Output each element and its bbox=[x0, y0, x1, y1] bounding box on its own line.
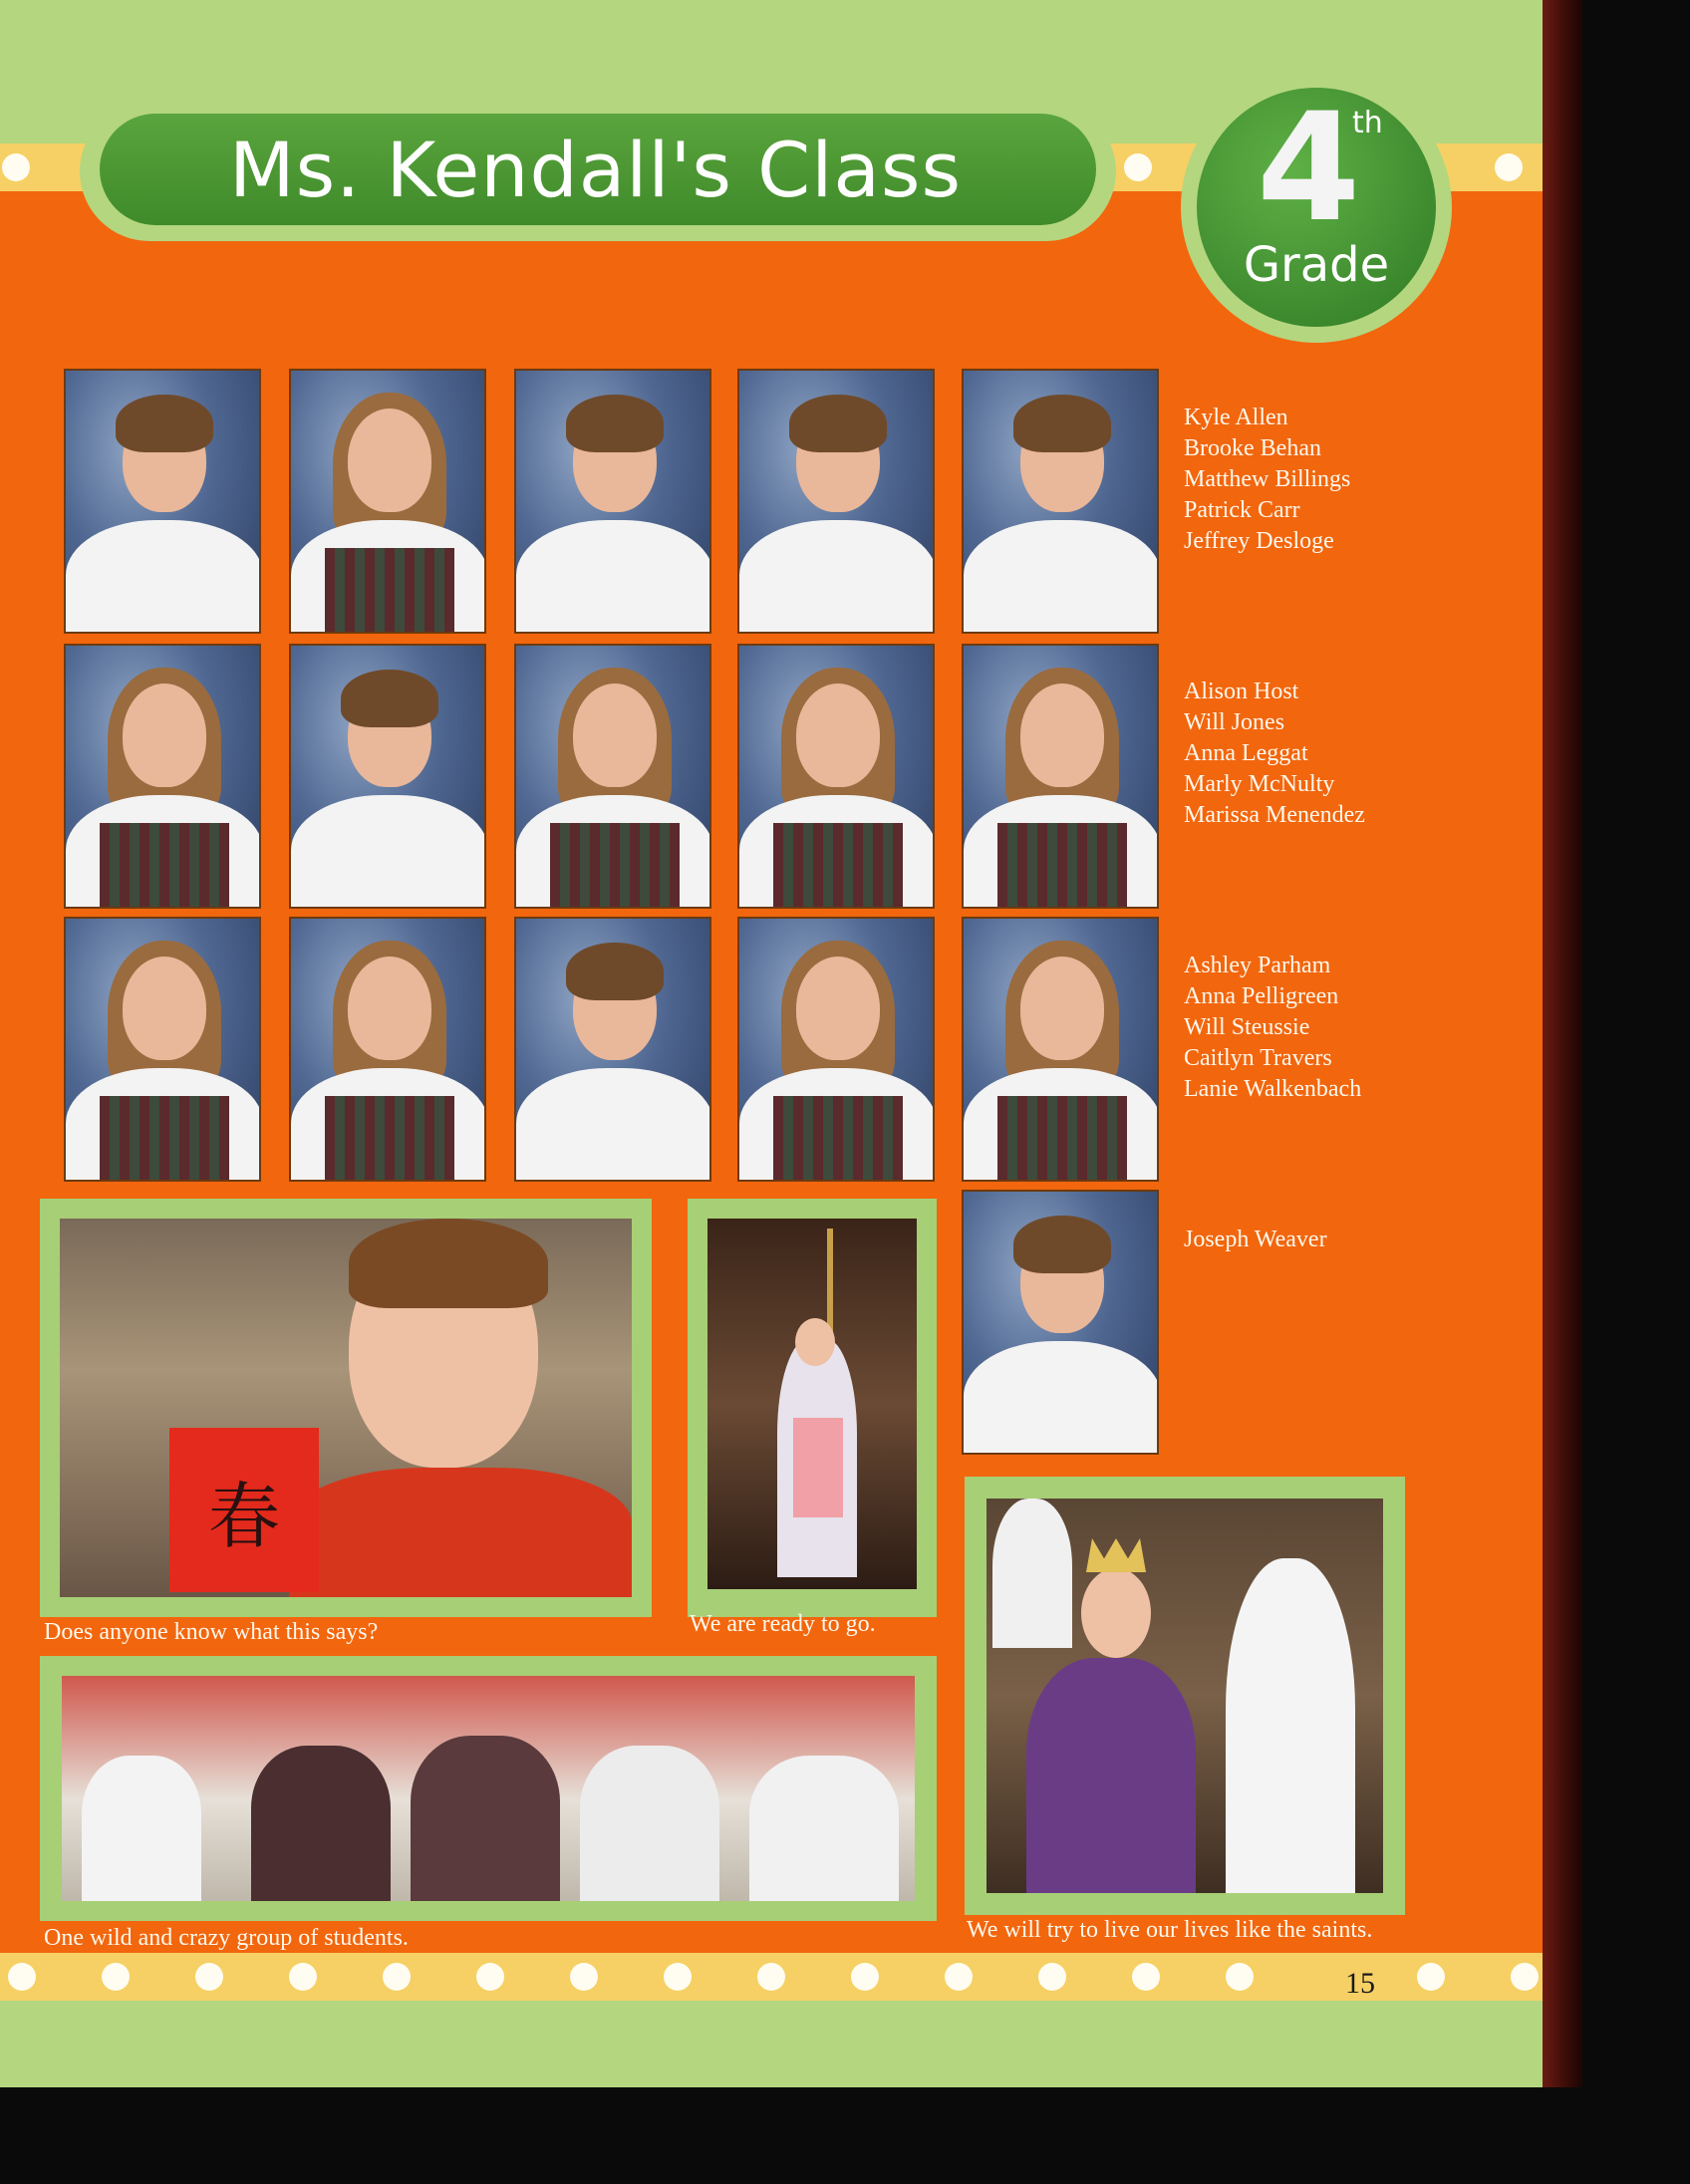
stripe-dot bbox=[664, 1963, 692, 1991]
student-name: Alison Host bbox=[1184, 679, 1299, 704]
portrait-photo bbox=[64, 369, 261, 634]
portrait-photo bbox=[514, 917, 711, 1182]
portrait-photo bbox=[962, 917, 1159, 1182]
portrait-photo bbox=[737, 369, 935, 634]
name-list bbox=[1184, 403, 1350, 557]
student-name: Kyle Allen bbox=[1184, 405, 1288, 430]
stripe-dot bbox=[945, 1963, 973, 1991]
student-name: Brooke Behan bbox=[1184, 435, 1321, 461]
stripe-dot bbox=[476, 1963, 504, 1991]
portrait-photo bbox=[962, 644, 1159, 909]
sign-character: 春 bbox=[207, 1474, 280, 1558]
portrait-photo bbox=[514, 369, 711, 634]
stripe-dot bbox=[1511, 1963, 1539, 1991]
candid-photo-saints bbox=[986, 1499, 1383, 1893]
photo-caption: We will try to live our lives like the saints. bbox=[967, 1917, 1373, 1943]
portrait-photo bbox=[289, 917, 486, 1182]
student-name: Caitlyn Travers bbox=[1184, 1045, 1332, 1071]
photo-caption: Does anyone know what this says? bbox=[44, 1619, 379, 1645]
portrait-photo bbox=[737, 644, 935, 909]
stripe-dot bbox=[1495, 153, 1523, 181]
title-banner bbox=[100, 114, 1096, 225]
grade-superscript: th bbox=[1352, 106, 1383, 140]
name-list bbox=[1184, 951, 1361, 1105]
portrait-photo bbox=[64, 644, 261, 909]
portrait-photo bbox=[514, 644, 711, 909]
student-name: Anna Pelligreen bbox=[1184, 983, 1339, 1009]
portrait-photo bbox=[289, 644, 486, 909]
page-number: 15 bbox=[1345, 1967, 1375, 2000]
student-name: Marissa Menendez bbox=[1184, 802, 1365, 828]
photo-caption: One wild and crazy group of students. bbox=[44, 1925, 409, 1951]
stripe-dot bbox=[195, 1963, 223, 1991]
student-name: Lanie Walkenbach bbox=[1184, 1076, 1362, 1102]
portrait-photo bbox=[289, 369, 486, 634]
candid-photo-chinese-character bbox=[60, 1219, 632, 1597]
portrait-photo bbox=[962, 1190, 1159, 1455]
book-spine bbox=[1543, 0, 1582, 2087]
student-name: Will Steussie bbox=[1184, 1014, 1310, 1040]
candid-photo-procession bbox=[707, 1219, 917, 1589]
grade-label: Grade bbox=[1243, 237, 1390, 293]
stripe-dot bbox=[289, 1963, 317, 1991]
stripe-dot bbox=[1038, 1963, 1066, 1991]
name-list bbox=[1184, 1225, 1327, 1255]
stripe-dot bbox=[1132, 1963, 1160, 1991]
grade-badge bbox=[1197, 82, 1436, 327]
candid-photo-group bbox=[62, 1676, 915, 1901]
stripe-dot bbox=[570, 1963, 598, 1991]
stripe-dot bbox=[102, 1963, 130, 1991]
page-title: Ms. Kendall's Class bbox=[229, 125, 963, 214]
stripe-dot bbox=[851, 1963, 879, 1991]
student-name: Joseph Weaver bbox=[1184, 1227, 1327, 1252]
stripe-dot bbox=[383, 1963, 411, 1991]
student-name: Matthew Billings bbox=[1184, 466, 1351, 492]
student-name: Patrick Carr bbox=[1184, 497, 1300, 523]
student-name: Jeffrey Desloge bbox=[1184, 528, 1334, 554]
photo-caption: We are ready to go. bbox=[690, 1611, 876, 1637]
grade-number: 4 bbox=[1257, 82, 1361, 255]
stripe-dot bbox=[1417, 1963, 1445, 1991]
stripe-dot bbox=[1226, 1963, 1254, 1991]
student-name: Marly McNulty bbox=[1184, 771, 1335, 797]
stripe-dot bbox=[757, 1963, 785, 1991]
student-name: Will Jones bbox=[1184, 709, 1285, 735]
name-list bbox=[1184, 677, 1365, 831]
portrait-photo bbox=[64, 917, 261, 1182]
stripe-dot bbox=[1124, 153, 1152, 181]
student-name: Anna Leggat bbox=[1184, 740, 1308, 766]
stripe-dot bbox=[8, 1963, 36, 1991]
portrait-photo bbox=[962, 369, 1159, 634]
stripe-dot bbox=[2, 153, 30, 181]
portrait-photo bbox=[737, 917, 935, 1182]
student-name: Ashley Parham bbox=[1184, 953, 1331, 978]
